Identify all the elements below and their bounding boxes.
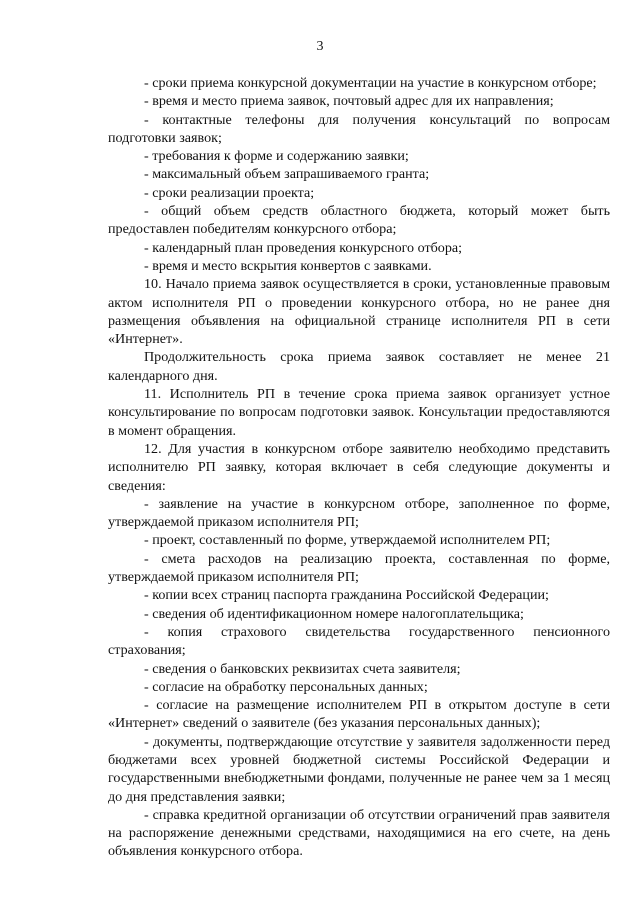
paragraph: - общий объем средств областного бюджета, который может быть предоставлен победителям конкурсного отбора;	[108, 203, 610, 238]
paragraph: Продолжительность срока приема заявок составляет не менее 21 календарного дня.	[108, 349, 610, 384]
paragraph: - копия страхового свидетельства государственного пенсионного страхования;	[108, 623, 610, 659]
document-body	[108, 74, 610, 861]
paragraph: - календарный план проведения конкурсного отбора;	[144, 239, 463, 256]
paragraph: - время и место приема заявок, почтовый адрес для их направления;	[144, 93, 554, 110]
paragraph: - документы, подтверждающие отсутствие у заявителя задолженности перед бюджетами всех уровней бюджетной системы Российской Федерации и государственными внебюджетными фондами, полученные не ранее чем за 1 месяц до дня представления заявки;	[108, 733, 610, 805]
page-number: 3	[316, 39, 324, 54]
paragraph: - максимальный объем запрашиваемого гранта;	[144, 166, 430, 183]
paragraph: - смета расходов на реализацию проекта, составленная по форме, утверждаемой приказом исполнителя РП;	[108, 550, 610, 586]
paragraph: - контактные телефоны для получения консультаций по вопросам подготовки заявок;	[108, 111, 610, 146]
clause-11: 11. Исполнитель РП в течение срока приема заявок организует устное консультирование по вопросам подготовки заявок. Консультации предоставляются в момент обращения.	[108, 386, 610, 439]
paragraph: - требования к форме и содержанию заявки;	[144, 148, 409, 165]
paragraph: - сроки приема конкурсной документации на участие в конкурсном отборе;	[144, 75, 597, 91]
paragraph: - сроки реализации проекта;	[144, 184, 315, 201]
clause-12: 12. Для участия в конкурсном отборе заявителю необходимо представить исполнителю РП заявку, которая включает в себя следующие документы и сведения:	[108, 440, 610, 494]
paragraph: - заявление на участие в конкурсном отборе, заполненное по форме, утверждаемой приказом исполнителя РП;	[108, 495, 610, 531]
paragraph: - копии всех страниц паспорта гражданина Российской Федерации;	[144, 587, 549, 604]
clause-10: 10. Начало приема заявок осуществляется в сроки, установленные правовым актом исполнителя РП о проведении конкурсного отбора, но не ранее дня размещения объявления на официальной странице исполнителя РП в сети «Интернет».	[108, 276, 610, 348]
paragraph: - проект, составленный по форме, утверждаемой исполнителем РП;	[144, 532, 551, 549]
paragraph: - справка кредитной организации об отсутствии ограничений прав заявителя на распоряжение денежными средствами, находящимися на его счете, на день объявления конкурсного отбора.	[108, 806, 610, 860]
paragraph: - согласие на обработку персональных данных;	[144, 678, 428, 695]
paragraph: - время и место вскрытия конвертов с заявками.	[144, 257, 432, 274]
paragraph: - сведения о банковских реквизитах счета заявителя;	[144, 660, 461, 677]
paragraph: - согласие на размещение исполнителем РП в открытом доступе в сети «Интернет» сведений о заявителе (без указания персональных данных);	[108, 697, 610, 732]
paragraph: - сведения об идентификационном номере налогоплательщика;	[144, 605, 524, 622]
